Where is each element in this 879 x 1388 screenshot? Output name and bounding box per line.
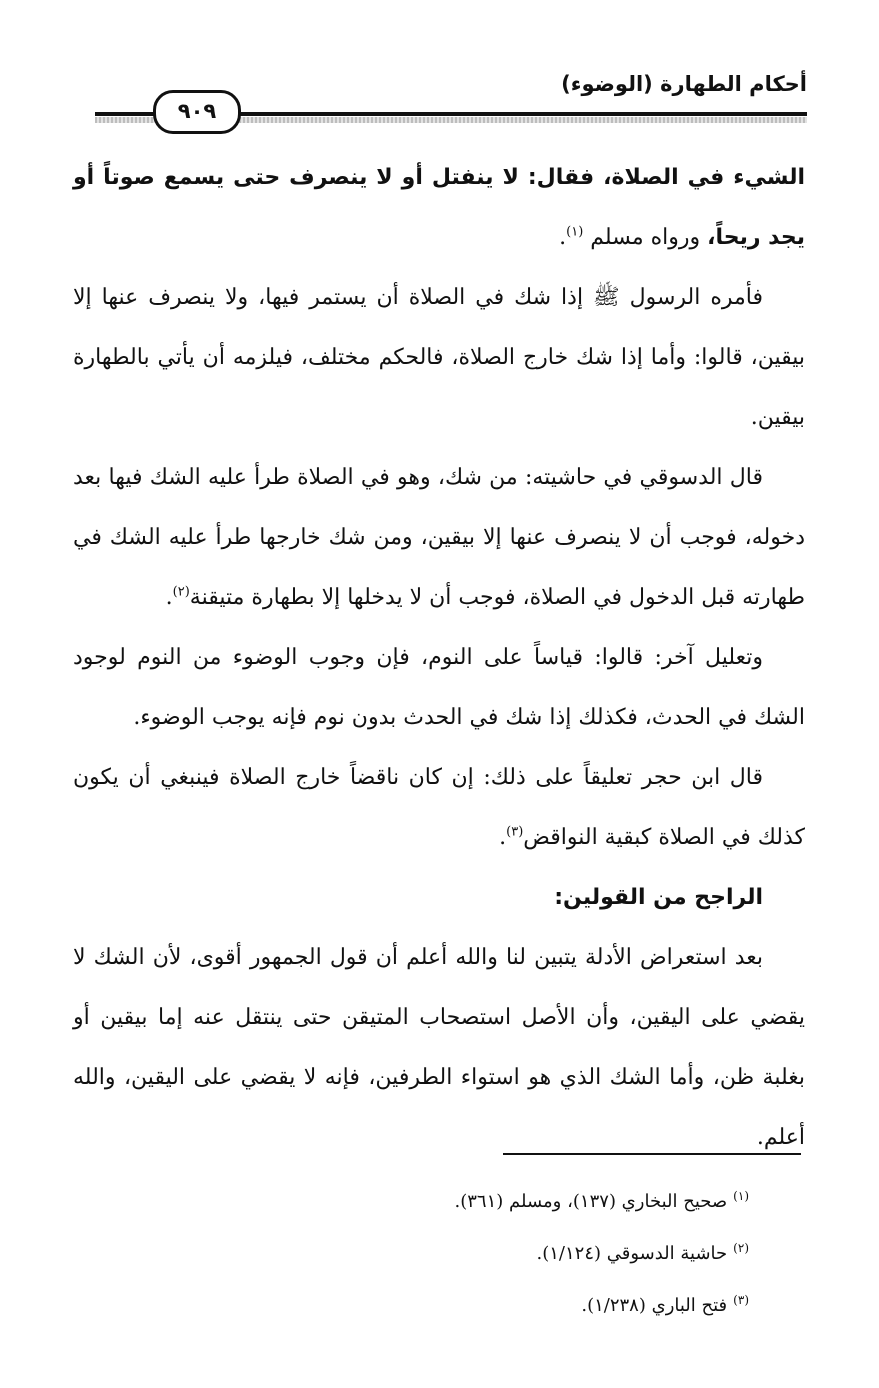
footnote-marker: (١) [733, 1189, 749, 1203]
paragraph-3-text: قال الدسوقي في حاشيته: من شك، وهو في الصلاة طرأ عليه الشك فيها بعد دخوله، فوجب أن لا ينصرف عنها إلا بيقين، ومن شك خارجها طرأ عليه الشك في طهارته قبل الدخول في الصلاة، فوجب أن لا يدخلها إلا بطهارة متيقنة [73, 465, 805, 610]
paragraph-1 [73, 148, 805, 268]
paragraph-3 [73, 448, 805, 628]
footnote-ref-2: (٢) [172, 584, 190, 600]
paragraph-5 [73, 748, 805, 868]
paragraph-4: وتعليل آخر: قالوا: قياساً على النوم، فإن وجوب الوضوء من النوم لوجود الشك في الحدث، فكذلك إذا شك في الحدث بدون نوم فإنه يوجب الوضوء. [73, 645, 805, 730]
footnote-2 [189, 1228, 749, 1280]
footnote-ref-3: (٣) [506, 824, 524, 840]
paragraph-1-end: . [559, 225, 567, 250]
page-number: ٩٠٩ [153, 90, 241, 134]
footnote-text: صحيح البخاري (١٣٧)، ومسلم (٣٦١). [454, 1191, 728, 1212]
section-heading: الراجح من القولين: [554, 885, 763, 910]
paragraph-2: فأمره الرسول ﷺ إذا شك في الصلاة أن يستمر فيها، ولا ينصرف عنها إلا بيقين، قالوا: وأما إذا شك خارج الصلاة، فالحكم مختلف، فيلزمه أن يأتي بالطهارة بيقين. [73, 285, 805, 430]
footnote-3 [189, 1280, 749, 1332]
hadith-quote: الشيء في الصلاة، فقال: لا ينفتل أو لا ينصرف حتى يسمع صوتاً أو يجد ريحاً، [73, 165, 805, 250]
footnote-text: حاشية الدسوقي (١/١٢٤). [536, 1243, 728, 1264]
paragraph-6: بعد استعراض الأدلة يتبين لنا والله أعلم أن قول الجمهور أقوى، لأن الشك لا يقضي على اليقين، وأن الأصل استصحاب المتيقن حتى ينتقل عنه إما بيقين أو بغلبة ظن، وأما الشك الذي هو استواء الطرفين، فإنه لا يقضي على اليقين، والله أعلم. [73, 945, 805, 1150]
footnote-marker: (٢) [733, 1241, 749, 1255]
footnote-ref-1: (١) [566, 224, 584, 240]
paragraph-5-end: . [499, 825, 507, 850]
main-text [73, 148, 805, 1168]
page-header [95, 64, 807, 134]
footnote-separator [503, 1153, 801, 1155]
footnote-marker: (٣) [733, 1293, 749, 1307]
paragraph-1-text: ورواه مسلم [590, 225, 708, 250]
paragraph-5-text: قال ابن حجر تعليقاً على ذلك: إن كان ناقضاً خارج الصلاة فينبغي أن يكون كذلك في الصلاة كبقية النواقض [73, 765, 805, 850]
running-title: أحكام الطهارة (الوضوء) [561, 72, 807, 96]
paragraph-3-end: . [165, 585, 173, 610]
footnotes [189, 1176, 749, 1332]
footnote-1 [189, 1176, 749, 1228]
footnote-text: فتح الباري (١/٢٣٨). [581, 1295, 728, 1316]
